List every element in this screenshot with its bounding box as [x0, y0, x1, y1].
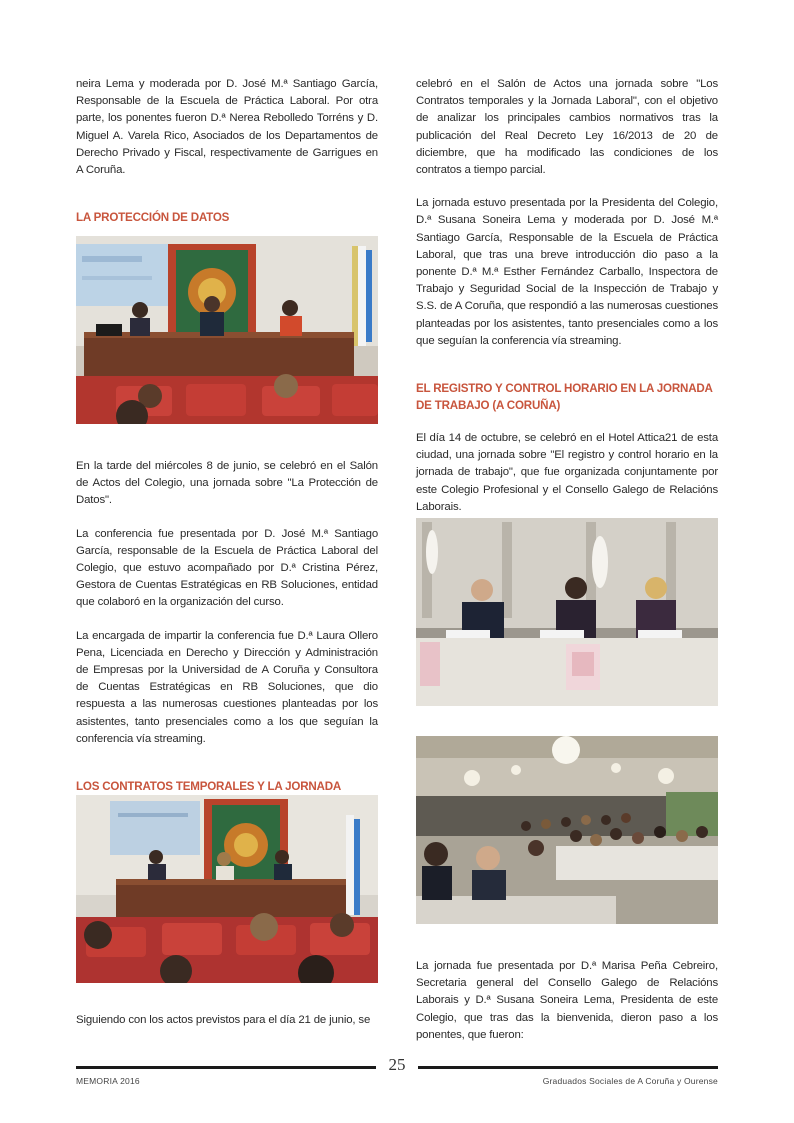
right-paragraph-3: El día 14 de octubre, se celebró en el Hotel Attica21 de esta ciudad, una jornada sobre "El registro y control horario en la jornada de trabajo", que fue organizada conjuntamente por este Colegio Profesional y el Consello Galego de Relacións Laborais. — [416, 432, 718, 513]
heading-contratos-temporales: LOS CONTRATOS TEMPORALES Y LA JORNADA — [76, 780, 341, 794]
right-paragraph-2: La jornada estuvo presentada por la Presidenta del Colegio, D.ª Susana Soneira Lema y moderada por D. José M.ª Santiago García, Responsable de la Escuela de Práctica Laboral, que tras una breve introducción dio paso a la ponente D.ª M.ª Esther Fernández Carballo, Inspectora de Trabajo y Seguridad Social de la Inspección de Trabajo y S.S. de A Coruña, que respondió a las numerosas cuestiones planteadas por los asistentes, tanto presenciales como a los que seguían la conferencia vía streaming. — [416, 197, 718, 347]
photo-registro-horario-asistentes — [416, 736, 718, 924]
left-column-bottom — [76, 1012, 378, 1029]
photo-proteccion-datos — [76, 236, 378, 424]
left-column-middle — [76, 458, 378, 812]
photo-contratos-temporales — [76, 795, 378, 983]
footer-left-text: MEMORIA 2016 — [76, 1076, 140, 1086]
right-paragraph-1: celebró en el Salón de Actos una jornada sobre "Los Contratos temporales y la Jornada Laboral", con el objetivo de analizar los principales cambios normativos tras la publicación del Real Decreto Ley 16/2013 de 20 de diciembre, que ha modificado las condiciones de los contratos a tiempo parcial. — [416, 78, 718, 177]
photo-registro-horario-mesa — [416, 518, 718, 706]
left-intro-paragraph: neira Lema y moderada por D. José M.ª Santiago García, Responsable de la Escuela de Práctica Laboral. Por otra parte, los ponentes fueron D.ª Nerea Rebolledo Torréns y D. Miguel A. Varela Rico, Asociados de los Departamentos de Derecho Privado y Fiscal, respectivamente de Garrigues en A Coruña. — [76, 78, 378, 177]
footer-rule-left — [76, 1066, 376, 1069]
right-column-bottom — [416, 958, 718, 1044]
left-column — [76, 76, 378, 226]
left-paragraph-2: La conferencia fue presentada por D. José M.ª Santiago García, responsable de la Escuela de Práctica Laboral del Colegio, que estuvo acompañado por D.ª Cristina Pérez, Gestora de Cuentas Estratégicas en RB Soluciones, entidad que colaboró en la organización del curso. — [76, 527, 378, 609]
page-number: 25 — [388, 1055, 406, 1074]
right-paragraph-4: La jornada fue presentada por D.ª Marisa Peña Cebreiro, Secretaria general del Consello Galego de Relacións Laborais y D.ª Susana Soneira Lema, Presidenta de este Colegio, que tras das la bienvenida, dieron paso a los ponentes, que fueron: — [416, 960, 718, 1041]
left-paragraph-4: Siguiendo con los actos previstos para el día 21 de junio, se — [76, 1014, 371, 1026]
right-column — [416, 76, 718, 516]
footer-right-text: Graduados Sociales de A Coruña y Ourense — [542, 1076, 718, 1086]
heading-proteccion-datos: LA PROTECCIÓN DE DATOS — [76, 211, 230, 225]
footer-rule-right — [418, 1066, 718, 1069]
left-paragraph-3: La encargada de impartir la conferencia fue D.ª Laura Ollero Pena, Licenciada en Derecho y Dirección y Administración de Empresas por la Universidad de A Coruña y Consultora de Cuentas Estratégicas en RB Soluciones, que dio respuesta a las numerosas cuestiones planteadas por los asistentes, tanto presenciales como a los que seguían la conferencia vía streaming. — [76, 629, 378, 745]
left-paragraph-1: En la tarde del miércoles 8 de junio, se celebró en el Salón de Actos del Colegio, una jornada sobre "La Protección de Datos". — [76, 460, 378, 507]
heading-registro-control-horario: EL REGISTRO Y CONTROL HORARIO EN LA JORNADA DE TRABAJO (A CORUÑA) — [416, 382, 713, 413]
